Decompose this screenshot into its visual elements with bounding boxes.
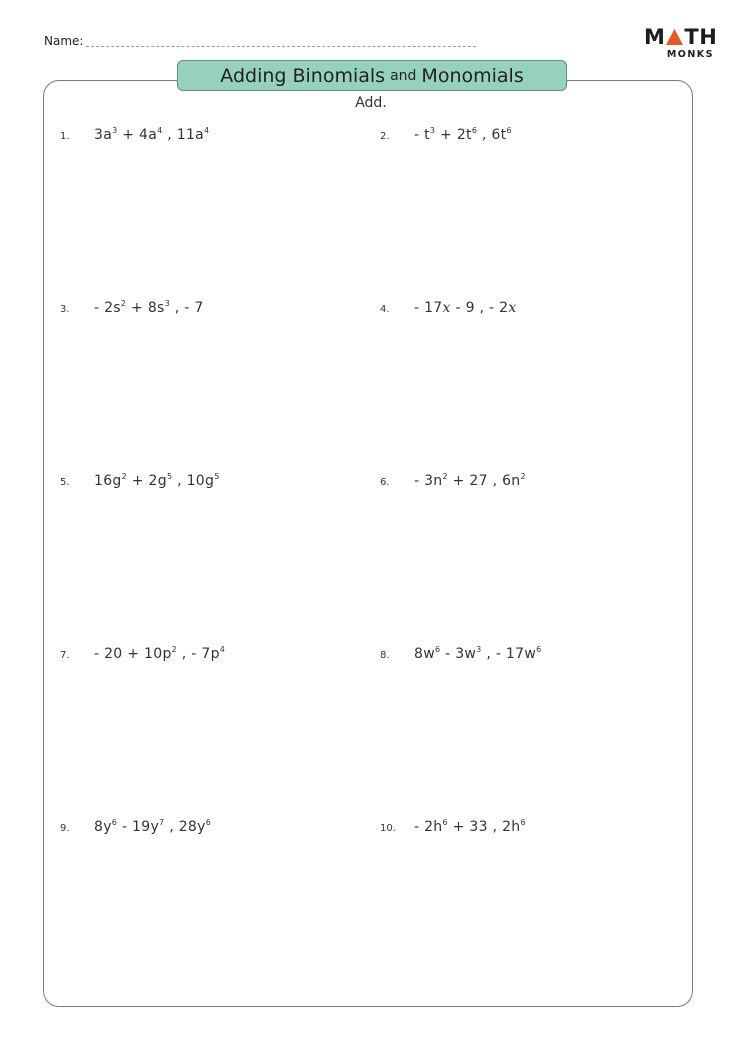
expression-text: - 2h: [414, 819, 443, 835]
problem-expression: [94, 473, 220, 489]
problem-item: [380, 473, 526, 489]
problem-item: [380, 127, 512, 143]
problem-number: 8.: [380, 650, 390, 661]
problem-number: 2.: [380, 131, 390, 142]
problem-expression: [414, 646, 541, 662]
expression-text: + 4a: [117, 127, 158, 143]
exponent: 4: [219, 645, 226, 654]
title-part-3: Monomials: [421, 64, 524, 87]
exponent: 6: [506, 126, 512, 135]
problem-item: [60, 473, 220, 489]
exponent: 4: [204, 126, 210, 135]
problem-item: [60, 127, 209, 143]
expression-text: , 11a: [162, 127, 205, 143]
problem-number: 10.: [380, 823, 396, 834]
problem-expression: [414, 127, 512, 143]
instruction-text: Add.: [355, 95, 387, 111]
expression-text: - t: [414, 127, 430, 143]
math-monks-logo: [644, 26, 718, 62]
variable-x: x: [508, 300, 517, 316]
exponent: 6: [471, 126, 478, 135]
problem-expression: [414, 300, 517, 316]
exponent: 2: [520, 472, 526, 481]
expression-text: - 19y: [117, 819, 160, 835]
logo-subtext: MONKS: [666, 49, 714, 60]
exponent: 6: [111, 818, 118, 827]
problem-number: 6.: [380, 477, 390, 488]
logo-text-left: M: [644, 25, 666, 49]
problem-expression: [414, 819, 526, 835]
expression-text: , - 7p: [177, 646, 220, 662]
exponent: 2: [121, 472, 127, 481]
exponent: 3: [476, 645, 482, 654]
problem-expression: [94, 127, 209, 143]
exponent: 3: [429, 126, 436, 135]
variable-x: x: [442, 300, 451, 316]
problem-number: 1.: [60, 131, 70, 142]
expression-text: , 28y: [164, 819, 206, 835]
expression-text: + 8s: [126, 300, 165, 316]
problem-item: [60, 819, 211, 835]
expression-text: - 2s: [94, 300, 121, 316]
problem-item: [380, 819, 526, 835]
exponent: 5: [166, 472, 173, 481]
problem-item: [380, 300, 517, 316]
exponent: 3: [164, 299, 171, 308]
problem-item: [60, 646, 225, 662]
logo-text-right: TH: [684, 25, 718, 49]
exponent: 4: [157, 126, 163, 135]
name-label: Name:: [44, 34, 84, 48]
exponent: 2: [171, 645, 178, 654]
expression-text: , 6t: [477, 127, 507, 143]
exponent: 6: [442, 818, 448, 827]
expression-text: - 17: [414, 300, 443, 316]
exponent: 6: [536, 645, 542, 654]
problem-expression: [94, 819, 211, 835]
expression-text: + 33 , 2h: [447, 819, 521, 835]
worksheet-title: [177, 60, 567, 91]
title-part-1: Adding Binomials: [220, 64, 386, 87]
exponent: 6: [205, 818, 212, 827]
triangle-icon: [666, 29, 683, 45]
exponent: 2: [120, 299, 127, 308]
problem-expression: [94, 300, 204, 316]
exponent: 3: [112, 126, 118, 135]
exponent: 6: [434, 645, 441, 654]
worksheet-frame: [43, 80, 693, 1007]
problem-expression: [414, 473, 526, 489]
expression-text: , 10g: [172, 473, 215, 489]
expression-text: - 3n: [414, 473, 443, 489]
problem-number: 9.: [60, 823, 70, 834]
expression-text: + 2t: [435, 127, 472, 143]
exponent: 6: [520, 818, 526, 827]
expression-text: + 27 , 6n: [447, 473, 521, 489]
expression-text: 8w: [414, 646, 435, 662]
expression-text: 3a: [94, 127, 113, 143]
expression-text: - 20 + 10p: [94, 646, 172, 662]
expression-text: , - 7: [170, 300, 204, 316]
problem-number: 3.: [60, 304, 70, 315]
problem-item: [380, 646, 541, 662]
problem-number: 5.: [60, 477, 70, 488]
problem-expression: [94, 646, 225, 662]
expression-text: - 3w: [440, 646, 477, 662]
exponent: 2: [442, 472, 448, 481]
exponent: 7: [159, 818, 165, 827]
expression-text: - 9 , - 2: [450, 300, 509, 316]
title-part-2: and: [390, 67, 417, 84]
problem-item: [60, 300, 204, 316]
problem-number: 4.: [380, 304, 390, 315]
expression-text: , - 17w: [481, 646, 537, 662]
expression-text: 8y: [94, 819, 112, 835]
exponent: 5: [214, 472, 220, 481]
expression-text: 16g: [94, 473, 122, 489]
problem-number: 7.: [60, 650, 70, 661]
expression-text: + 2g: [127, 473, 167, 489]
name-input-line[interactable]: [86, 46, 476, 47]
